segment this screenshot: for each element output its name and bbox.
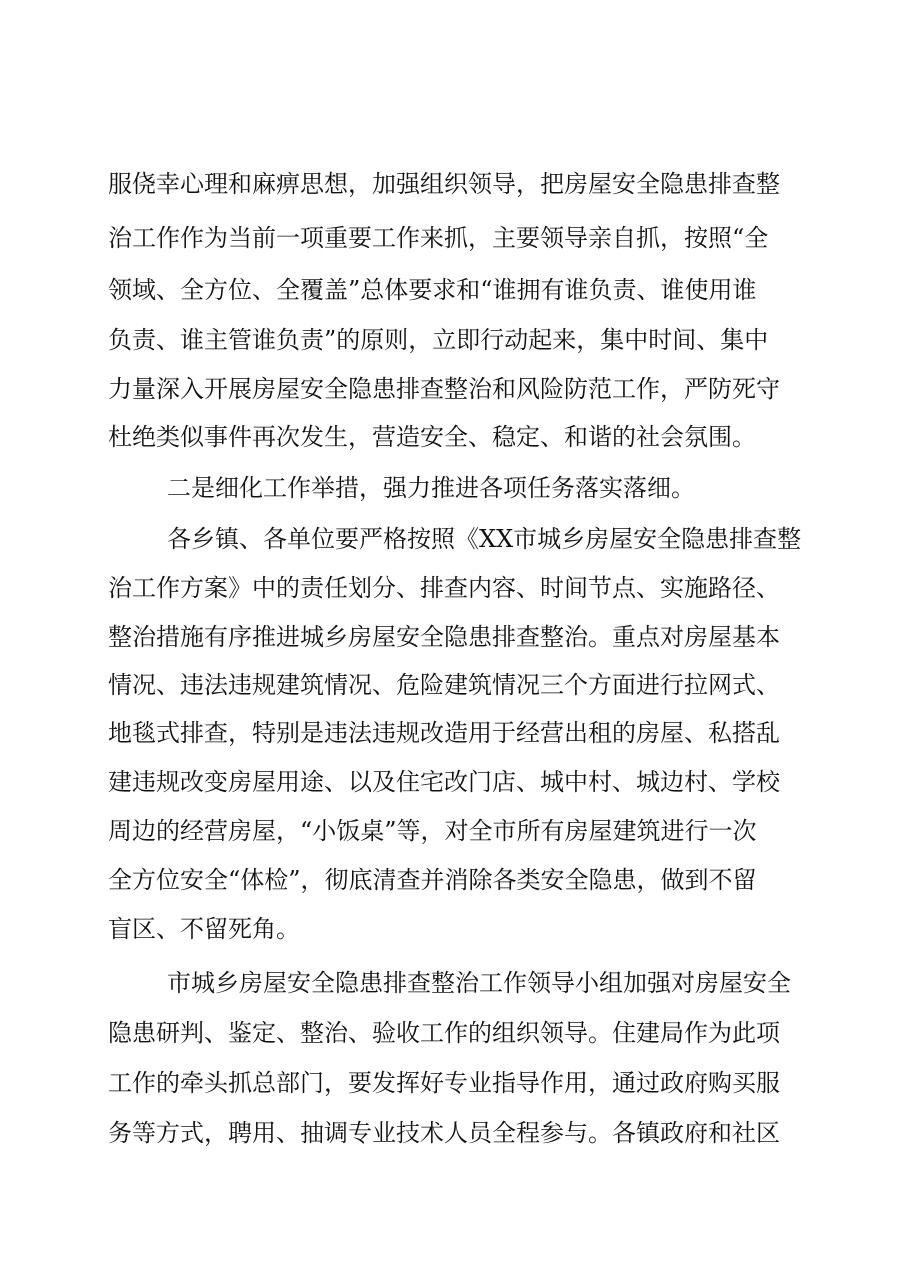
paragraph-1-line-4: 负责、谁主管谁负责”的原则，立即行动起来，集中时间、集中 [108,326,769,354]
paragraph-3-line-2: 治工作方案》中的责任划分、排查内容、时间节点、实施路径、 [108,574,780,602]
paragraph-1-line-6: 杜绝类似事件再次发生，营造安全、稳定、和谐的社会氛围。 [108,423,756,451]
paragraph-1-line-5: 力量深入开展房屋安全隐患排查整治和风险防范工作，严防死守 [108,375,780,403]
paragraph-3-line-4: 情况、违法违规建筑情况、危险建筑情况三个方面进行拉网式、 [108,671,780,699]
paragraph-4-line-1: 市城乡房屋安全隐患排查整治工作领导小组加强对房屋安全 [167,969,791,997]
paragraph-3-line-5: 地毯式排查，特别是违法违规改造用于经营出租的房屋、私搭乱 [108,719,780,747]
paragraph-3-line-1: 各乡镇、各单位要严格按照《XX市城乡房屋安全隐患排查整 [167,525,802,553]
paragraph-1-line-1: 服侥幸心理和麻痹思想，加强组织领导，把房屋安全隐患排查整 [108,170,780,198]
paragraph-3-line-8: 全方位安全“体检”，彻底清查并消除各类安全隐患，做到不留 [108,866,757,894]
paragraph-4-line-3: 工作的牵头抓总部门，要发挥好专业指导作用，通过政府购买服 [108,1069,780,1097]
paragraph-3-line-7: 周边的经营房屋，“小饭桌”等，对全市所有房屋建筑进行一次 [108,817,757,845]
paragraph-4-line-2: 隐患研判、鉴定、整治、验收工作的组织领导。住建局作为此项 [108,1019,780,1047]
paragraph-1-line-3: 领域、全方位、全覆盖”总体要求和“谁拥有谁负责、谁使用谁 [108,276,757,304]
paragraph-3-line-9: 盲区、不留死角。 [108,915,300,943]
paragraph-1-line-2: 治工作作为当前一项重要工作来抓，主要领导亲自抓，按照“全 [108,224,769,252]
paragraph-2-line-1: 二是细化工作举措，强力推进各项任务落实落细。 [167,474,695,502]
paragraph-3-line-3: 整治措施有序推进城乡房屋安全隐患排查整治。重点对房屋基本 [108,623,780,651]
paragraph-3-line-6: 建违规改变房屋用途、以及住宅改门店、城中村、城边村、学校 [108,768,780,796]
paragraph-4-line-4: 务等方式，聘用、抽调专业技术人员全程参与。各镇政府和社区 [108,1119,780,1147]
